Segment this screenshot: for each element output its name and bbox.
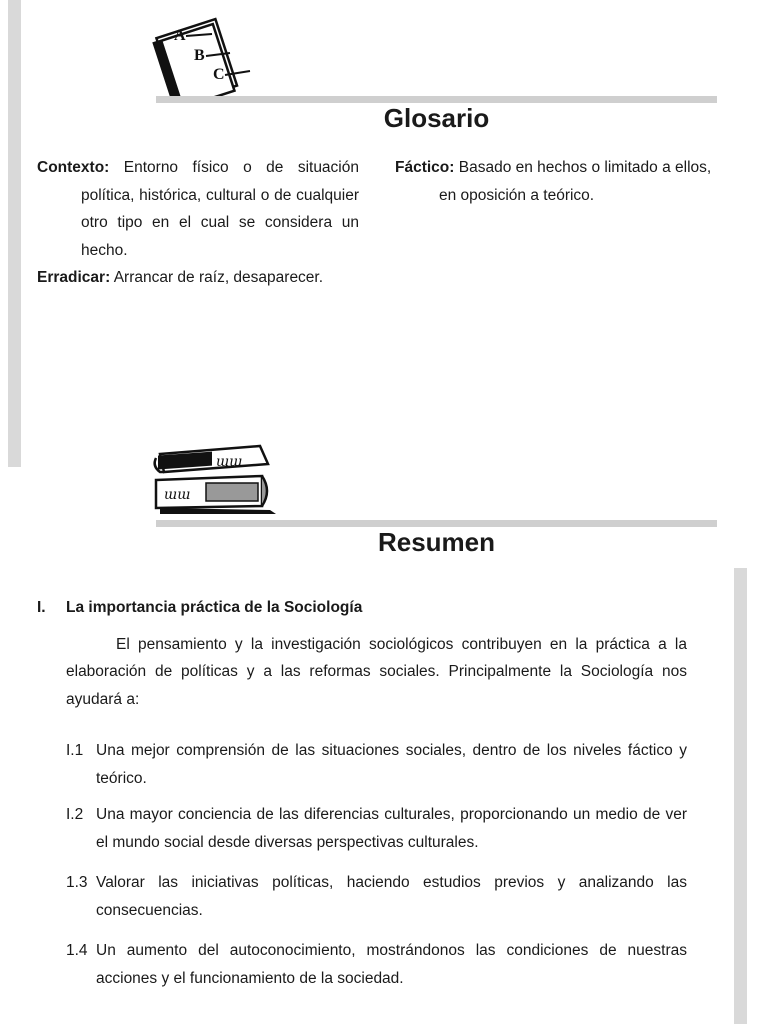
glossary-entry-erradicar xyxy=(37,264,359,292)
book-spine-text-top: ɯɯ xyxy=(216,454,243,470)
section-heading-text: La importancia práctica de la Sociología xyxy=(66,599,363,616)
glossary-term: Fáctico: xyxy=(395,159,455,176)
section-intro-paragraph: El pensamiento y la investigación sociológicos contribuyen en la práctica a la elaboración de políticas y a las reformas sociales. Principalmente la Sociología nos ayudará a: xyxy=(66,635,687,708)
stacked-books-icon xyxy=(150,436,280,516)
glossary-entry-contexto xyxy=(37,154,359,264)
glosario-title: Glosario xyxy=(383,103,490,133)
list-item-number: 1.3 xyxy=(66,874,88,891)
right-margin-bar xyxy=(734,568,747,1024)
glossary-column-left xyxy=(37,154,359,292)
list-item xyxy=(66,869,687,924)
resumen-title: Resumen xyxy=(377,527,496,557)
glossary-definition: Basado en hechos o limitado a ellos, en oposición a teórico. xyxy=(439,159,712,204)
glossary-term: Erradicar: xyxy=(37,269,111,286)
list-item-text: Valorar las iniciativas políticas, haciendo estudios previos y analizando las consecuencias. xyxy=(96,874,687,919)
left-margin-bar xyxy=(8,0,21,467)
glossary-term: Contexto: xyxy=(37,159,110,176)
list-item xyxy=(66,937,687,992)
logo-letter-b: B xyxy=(194,47,205,64)
logo-letter-a: A xyxy=(174,27,186,44)
list-item-number: 1.4 xyxy=(66,942,88,959)
resumen-body xyxy=(37,594,687,992)
glossary-entry-factico xyxy=(395,154,717,209)
resumen-rule xyxy=(156,520,717,527)
glossary-column-right xyxy=(395,154,717,209)
list-item xyxy=(66,737,687,792)
book-spine-text-bottom: ɯɯ xyxy=(164,487,191,503)
list-item-text: Un aumento del autoconocimiento, mostrándonos las condiciones de nuestras acciones y el funcionamiento de la sociedad. xyxy=(96,942,687,987)
list-item-text: Una mejor comprensión de las situaciones sociales, dentro de los niveles fáctico y teórico. xyxy=(96,742,687,787)
section-number: I. xyxy=(37,599,46,616)
glossary-definition: Arrancar de raíz, desaparecer. xyxy=(113,269,324,286)
list-item-number: I.2 xyxy=(66,806,84,823)
list-item-text: Una mayor conciencia de las diferencias culturales, proporcionando un medio de ver el mundo social desde diversas perspectivas culturales. xyxy=(96,806,687,851)
glosario-rule xyxy=(156,96,717,103)
list-item-number: I.1 xyxy=(66,742,84,759)
glossary-definition: Entorno físico o de situación política, histórica, cultural o de cualquier otro tipo en el cual se considera un hecho. xyxy=(81,159,359,259)
list-item xyxy=(66,801,687,856)
abc-notebook-icon xyxy=(150,10,260,100)
logo-letter-c: C xyxy=(213,66,225,83)
section-heading xyxy=(37,594,687,622)
summary-list xyxy=(37,737,687,992)
